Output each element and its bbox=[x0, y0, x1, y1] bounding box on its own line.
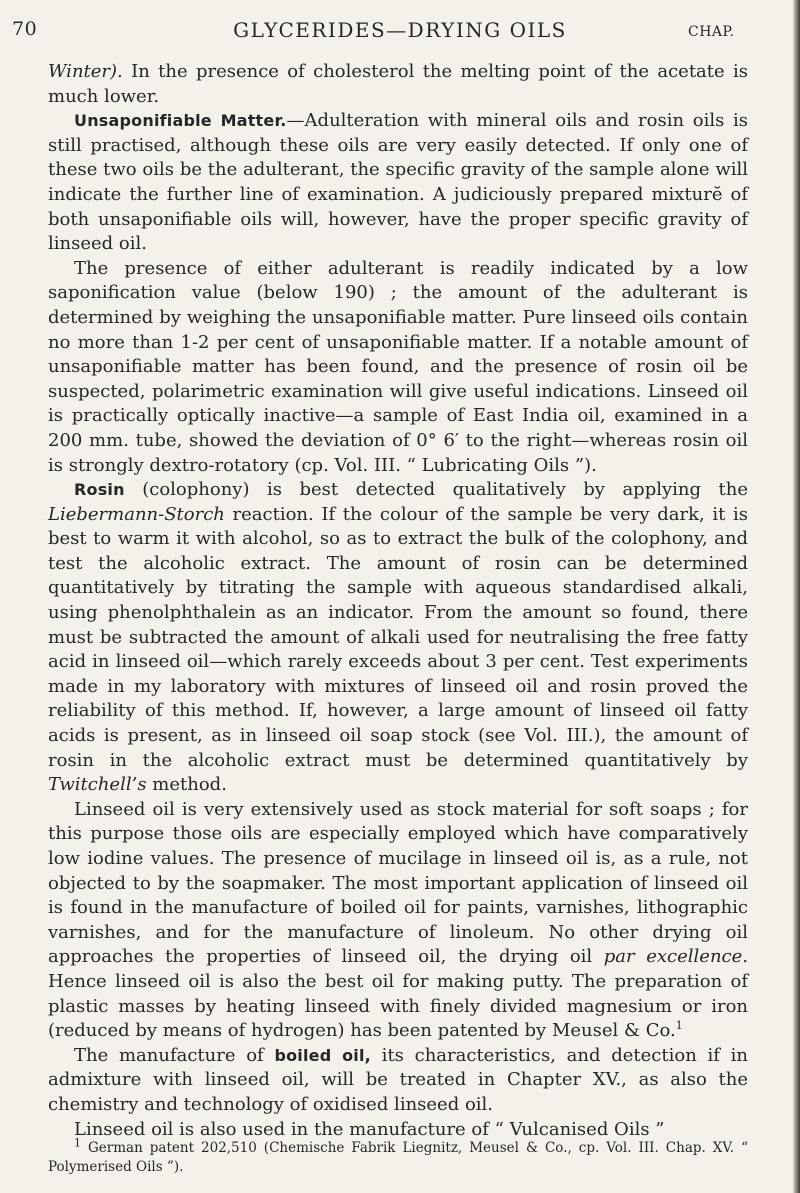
body-text bbox=[48, 60, 748, 1142]
italic-term: par excellence. bbox=[603, 946, 748, 968]
italic-term: Twitchell’s bbox=[48, 774, 147, 796]
footnote-number: 1 bbox=[74, 1136, 81, 1150]
italic-term: Winter). bbox=[48, 61, 123, 82]
page-header bbox=[0, 18, 800, 58]
paragraph-uses: Linseed oil is very extensively used as stock material for soft soaps ; for this purpose those oils are especially employed which have comparatively low iodine values. The presence of mucilage in linseed oil is, as a rule, not objected to by the soapmaker. The most important application of linseed oil is found in the manufacture of boiled oil for paints, varnishes, lithographic varnishes, and for the manufacture of linoleum. No other drying oil approaches the properties of linseed oil, the drying oil par excellence. Hence linseed oil is also the best oil for making putty. The preparation of plastic masses by heating linseed with finely divided magnesium or iron (reduced by means of hydrogen) has been patented by Meusel & Co.$^1$ bbox=[48, 798, 748, 1042]
paragraph-continuation: Winter). In the presence of cholesterol the melting point of the acetate is much lower. bbox=[48, 61, 748, 107]
paragraph-rosin: Rosin (colophony) is best detected qualitatively by applying the Liebermann-Storch reaction. If the colour of the sample be very dark, it is best to warm it with alcohol, so as to extract the bulk of the colophony, and test the alcoholic extract. The amount of rosin can be determined quantitatively by titrating the sample with aqueous standardised alkali, using phenolphthalein as an indicator. From the amount so found, there must be subtracted the amount of alkali used for neutralising the free fatty acid in linseed oil—which rarely exceeds about 3 per cent. Test experiments made in my laboratory with mixtures of linseed oil and rosin proved the reliability of this method. If, however, a large amount of linseed oil fatty acids is present, as in linseed oil soap stock (see Vol. III.), the amount of rosin in the alcoholic extract must be determined quantitatively by Twitchell’s method. bbox=[48, 479, 748, 796]
paragraph-adulterant-detection: The presence of either adulterant is readily indicated by a low saponification value (below 190) ; the amount of the adulterant is determined by weighing the unsaponifiable matter. Pure linseed oils contain no more than 1-2 per cent of unsaponifiable matter. If a notable amount of unsaponifiable matter has been found, and the presence of rosin oil be suspected, polarimetric examination will give useful indications. Linseed oil is practically optically inactive—a sample of East India oil, examined in a 200 mm. tube, showed the deviation of 0° 6′ to the right—whereas rosin oil is strongly dextro-rotatory (cp. Vol. III. “ Lubricating Oils ”). bbox=[48, 257, 748, 476]
section-heading-unsaponifiable: Unsaponifiable Matter. bbox=[74, 111, 287, 131]
section-heading-boiled-oil: boiled oil, bbox=[274, 1045, 371, 1065]
footnote bbox=[48, 1136, 748, 1177]
footnote-marker: 1 bbox=[675, 1019, 683, 1033]
paragraph-vulcanised-oils: Linseed oil is also used in the manufacture of “ Vulcanised Oils ” bbox=[74, 1118, 665, 1140]
italic-term: Liebermann-Storch bbox=[48, 503, 225, 525]
paragraph-boiled-oil: The manufacture of boiled oil, its characteristics, and detection if in admixture with linseed oil, will be treated in Chapter XV., as also the chemistry and technology of oxidised linseed oil. bbox=[48, 1044, 748, 1115]
page-number: 70 bbox=[12, 18, 38, 40]
chapter-label: CHAP. bbox=[688, 24, 735, 40]
paragraph-unsaponifiable-matter: Unsaponifiable Matter.—Adulteration with mineral oils and rosin oils is still practised, although these oils are very easily detected. If only one of these two oils be the adulterant, the specific gravity of the sample alone will indicate the further line of examination. A judiciously prepared mixturĕ of both unsaponifiable oils will, however, have the proper specific gravity of linseed oil. bbox=[48, 110, 748, 255]
page-edge-shadow bbox=[793, 0, 800, 1193]
section-heading-rosin: Rosin bbox=[74, 480, 125, 500]
running-title: GLYCERIDES—DRYING OILS bbox=[233, 18, 567, 42]
footnote-text: German patent 202,510 (Chemische Fabrik Liegnitz, Meusel & Co., cp. Vol. III. Chap. XV. “ Polymerised Oils ”). bbox=[48, 1140, 748, 1175]
